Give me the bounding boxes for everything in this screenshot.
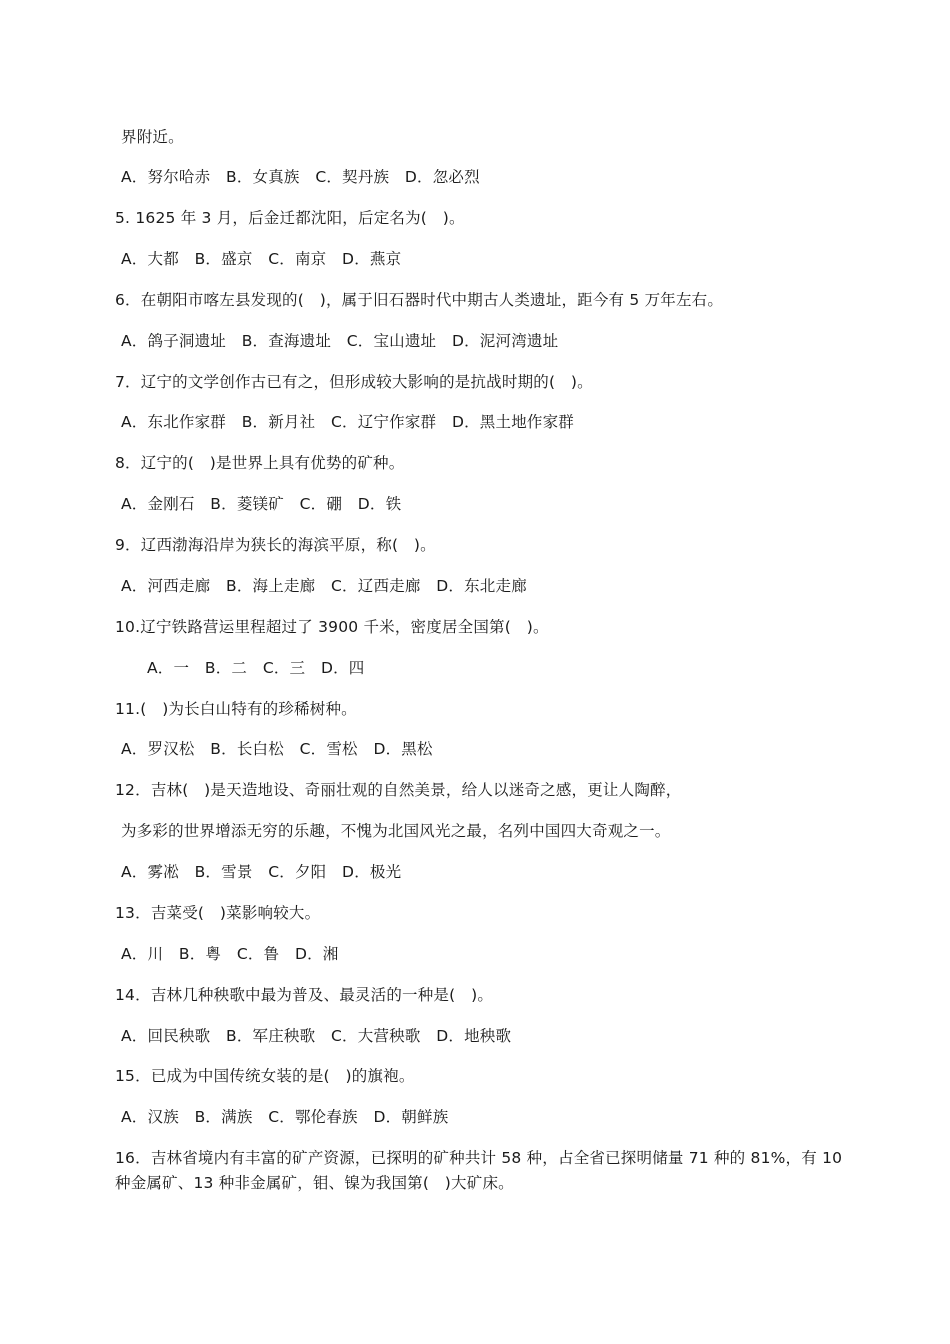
question-10: 10.辽宁铁路营运里程超过了 3900 千米，密度居全国第( )。 — [115, 618, 549, 636]
question-5: 5. 1625 年 3 月，后金迁都沈阳，后定名为( )。 — [115, 209, 465, 227]
question-15: 15．已成为中国传统女装的是( )的旗袍。 — [115, 1067, 415, 1085]
question-9: 9．辽西渤海沿岸为狭长的海滨平原，称( )。 — [115, 536, 436, 554]
answer-options-13: A．川 B．粤 C．鲁 D．湘 — [121, 945, 339, 963]
answer-options-11: A．罗汉松 B．长白松 C．雪松 D．黑松 — [121, 740, 433, 758]
answer-options-4: A．努尔哈赤 B．女真族 C．契丹族 D．忽必烈 — [121, 168, 480, 186]
answer-options-8: A．金刚石 B．菱镁矿 C．硼 D．铁 — [121, 495, 402, 513]
question-14: 14．吉林几种秧歌中最为普及、最灵活的一种是( )。 — [115, 986, 494, 1004]
question-7: 7．辽宁的文学创作古已有之，但形成较大影响的是抗战时期的( )。 — [115, 373, 593, 391]
question-8: 8．辽宁的( )是世界上具有优势的矿种。 — [115, 454, 405, 472]
question-6: 6．在朝阳市喀左县发现的( )，属于旧石器时代中期古人类遗址，距今有 5 万年左右。 — [115, 291, 724, 309]
question-16: 16．吉林省境内有丰富的矿产资源，已探明的矿种共计 58 种，占全省已探明储量 71 种的 81%，有 10 — [115, 1149, 843, 1167]
text-line-continuation: 界附近。 — [121, 128, 184, 146]
question-11: 11.( )为长白山特有的珍稀树种。 — [115, 700, 357, 718]
answer-options-7: A．东北作家群 B．新月社 C．辽宁作家群 D．黑土地作家群 — [121, 413, 574, 431]
answer-options-10: A．一 B．二 C．三 D．四 — [147, 659, 365, 677]
question-12: 12．吉林( )是天造地设、奇丽壮观的自然美景，给人以迷奇之感，更让人陶醉， — [115, 781, 682, 799]
answer-options-12: A．雾凇 B．雪景 C．夕阳 D．极光 — [121, 863, 402, 881]
question-12-continuation: 为多彩的世界增添无穷的乐趣，不愧为北国风光之最，名列中国四大奇观之一。 — [121, 822, 671, 840]
question-13: 13．吉菜受( )菜影响较大。 — [115, 904, 321, 922]
answer-options-14: A．回民秧歌 B．军庄秧歌 C．大营秧歌 D．地秧歌 — [121, 1027, 512, 1045]
answer-options-15: A．汉族 B．满族 C．鄂伦春族 D．朝鲜族 — [121, 1108, 449, 1126]
answer-options-5: A．大都 B．盛京 C．南京 D．燕京 — [121, 250, 402, 268]
question-16-continuation: 种金属矿、13 种非金属矿，钼、镍为我国第( )大矿床。 — [115, 1174, 514, 1192]
answer-options-9: A．河西走廊 B．海上走廊 C．辽西走廊 D．东北走廊 — [121, 577, 527, 595]
answer-options-6: A．鸽子洞遗址 B．查海遗址 C．宝山遗址 D．泥河湾遗址 — [121, 332, 559, 350]
